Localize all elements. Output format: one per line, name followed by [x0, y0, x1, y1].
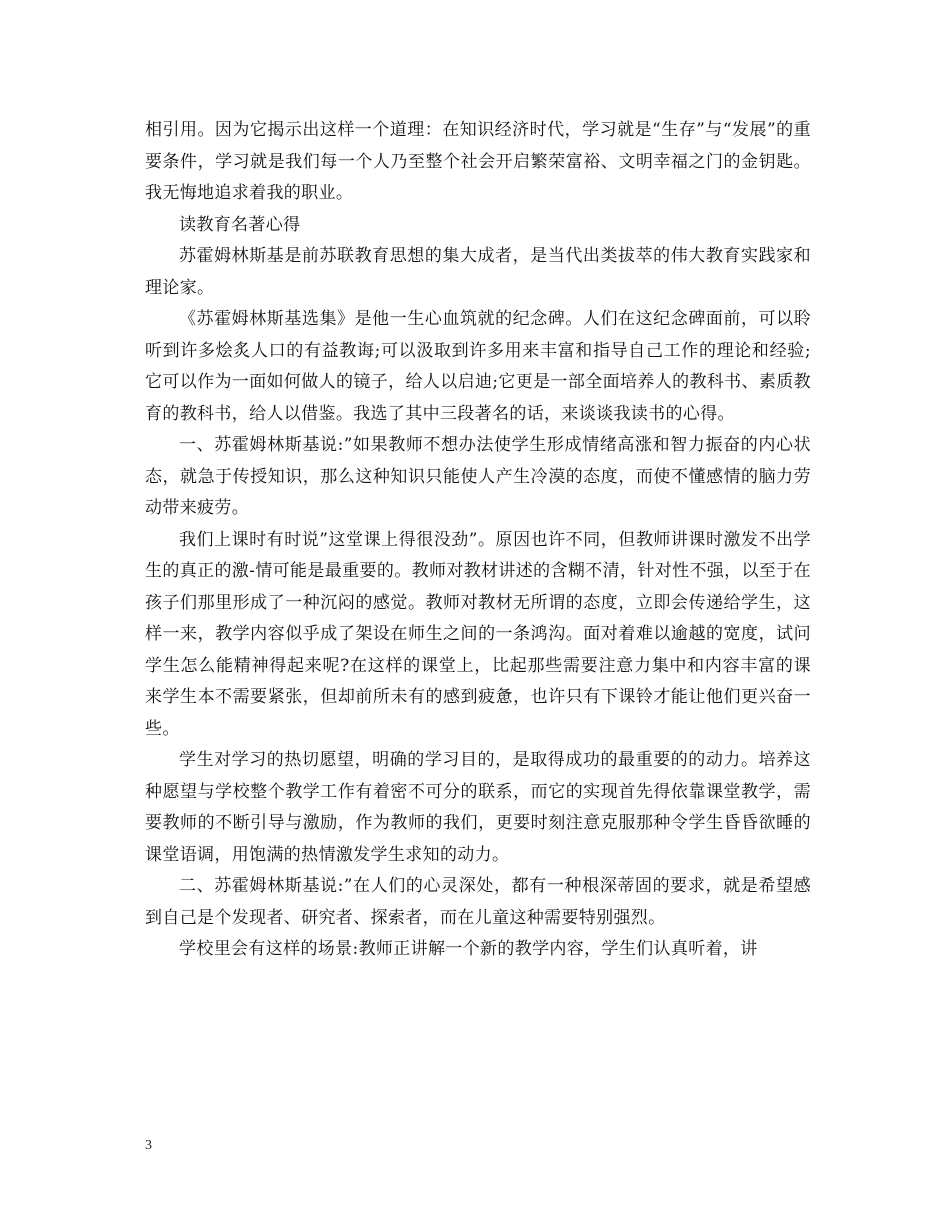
paragraph: 二、苏霍姆林斯基说:”在人们的心灵深处，都有一种根深蒂固的要求，就是希望感到自己是个发现者、研究者、探索者，而在儿童这种需要特别强烈。 — [145, 876, 811, 928]
paragraph: 学校里会有这样的场景:教师正讲解一个新的教学内容，学生们认真听着，讲 — [179, 939, 758, 959]
document-body — [145, 115, 811, 966]
paragraph: 我们上课时有时说”这堂课上得很没劲”。原因也许不同，但教师讲课时激发不出学生的真正的激-情可能是最重要的。教师对教材讲述的含糊不清，针对性不强，以至于在孩子们那里形成了一种沉闷的感觉。教师对教材无所谓的态度，立即会传递给学生，这样一来，教学内容似乎成了架设在师生之间的一条鸿沟。面对着难以逾越的宽度，试问学生怎么能精神得起来呢?在这样的课堂上，比起那些需要注意力集中和内容丰富的课来学生本不需要紧张，但却前所未有的感到疲惫，也许只有下课铃才能让他们更兴奋一些。 — [145, 529, 811, 739]
paragraph-continuation: 相引用。因为它揭示出这样一个道理：在知识经济时代，学习就是“生存”与“发展”的重要条件，学习就是我们每一个人乃至整个社会开启繁荣富裕、文明幸福之门的金钥匙。我无悔地追求着我的职业。 — [145, 120, 811, 203]
paragraph: 《苏霍姆林斯基选集》是他一生心血筑就的纪念碑。人们在这纪念碑面前，可以聆听到许多烩炙人口的有益教诲;可以汲取到许多用来丰富和指导自己工作的理论和经验;它可以作为一面如何做人的镜子，给人以启迪;它更是一部全面培养人的教科书、素质教育的教科书，给人以借鉴。我选了其中三段著名的话，来谈谈我读书的心得。 — [145, 309, 811, 424]
section-heading: 读教育名著心得 — [179, 214, 301, 235]
paragraph: 一、苏霍姆林斯基说:”如果教师不想办法使学生形成情绪高涨和智力振奋的内心状态，就急于传授知识，那么这种知识只能使人产生冷漠的态度，而使不懂感情的脑力劳动带来疲劳。 — [145, 435, 811, 518]
paragraph: 苏霍姆林斯基是前苏联教育思想的集大成者，是当代出类拔萃的伟大教育实践家和理论家。 — [145, 246, 811, 298]
paragraph: 学生对学习的热切愿望，明确的学习目的，是取得成功的最重要的的动力。培养这种愿望与学校整个教学工作有着密不可分的联系，而它的实现首先得依靠课堂教学，需要教师的不断引导与激励，作为教师的我们，更要时刻注意克服那种令学生昏昏欲睡的课堂语调，用饱满的热情激发学生求知的动力。 — [145, 750, 811, 865]
page-number: 3 — [145, 1138, 152, 1153]
